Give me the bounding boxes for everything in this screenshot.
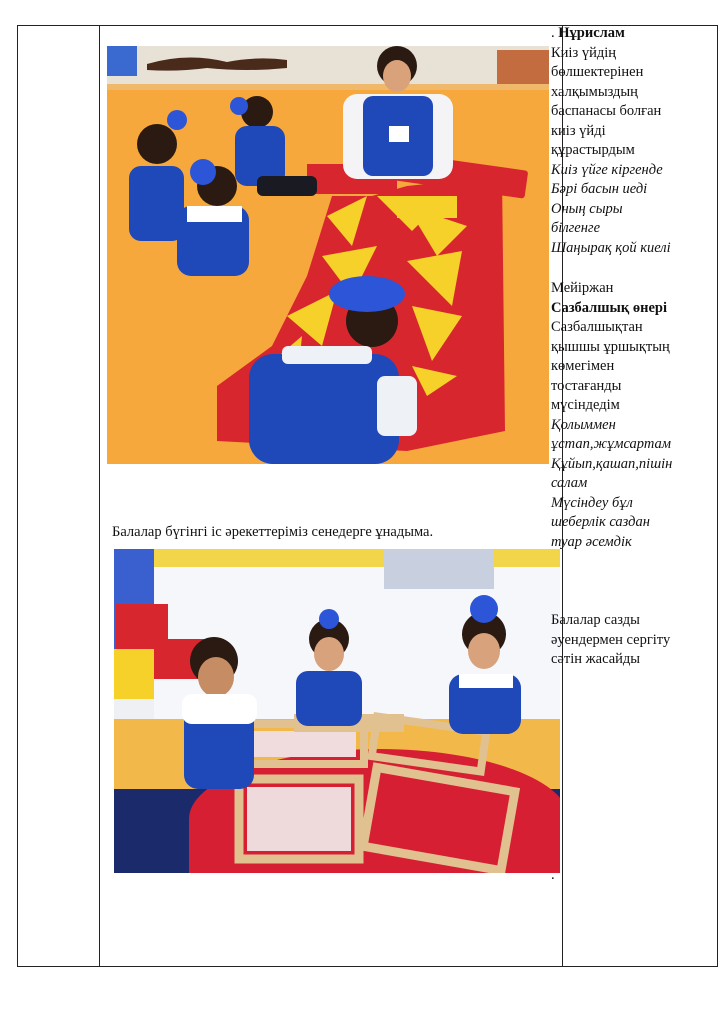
poem-line: Киіз үйге кіргенде	[551, 161, 663, 178]
column-divider-left	[99, 26, 100, 966]
text-line: халқымыздың	[551, 83, 638, 100]
poem-line: Құйып,қашап,пішін	[551, 455, 673, 472]
text-line: киіз үйді	[551, 122, 606, 139]
text-line: сәтін жасайды	[551, 651, 641, 667]
poem-line: ұстап,жұмсартам	[551, 436, 671, 452]
child-name: Нұрислам	[558, 25, 625, 41]
text-line: құрастырдым	[551, 142, 635, 158]
weaving-photo	[114, 549, 560, 873]
poem-line: салам	[551, 475, 588, 491]
text-line: тостағанды	[551, 377, 622, 394]
poem-line: Шаңырақ қой киелі	[551, 239, 671, 256]
poem-line: Мүсіндеу бұл	[551, 494, 633, 511]
text-line: баспанасы болған	[551, 103, 662, 119]
photo-caption: Балалар бүгінгі іс әрекеттеріміз сенедерге ұнадыма.	[112, 524, 434, 540]
text-line: Киіз үйдің	[551, 44, 616, 61]
text-line: мүсіндедім	[551, 397, 620, 413]
text-line: Балалар сазды	[551, 612, 640, 628]
poem-line: шеберлік саздан	[551, 514, 650, 530]
dot-text: .	[551, 867, 555, 883]
nurislam-text-block	[551, 24, 699, 258]
trailing-dot	[551, 866, 699, 886]
text-line: көмегімен	[551, 358, 615, 374]
text-line: бөлшектерінен	[551, 64, 644, 80]
text-line: Сазбалшықтан	[551, 319, 643, 335]
text-line: қышшы ұршықтың	[551, 338, 670, 355]
meiirzhan-text-block	[551, 279, 699, 552]
yurt-assembly-photo	[107, 46, 549, 464]
poem-line: Қолыммен	[551, 416, 616, 433]
poem-line: білгенге	[551, 220, 601, 236]
section-title: Сазбалшық өнері	[551, 299, 667, 316]
poem-line: Оның сыры	[551, 200, 623, 217]
poem-line: туар әсемдік	[551, 533, 632, 550]
text-line: әуендермен сергіту	[551, 631, 671, 648]
poem-line: Бәрі басын иеді	[551, 181, 648, 197]
prefix-dot: .	[551, 25, 559, 41]
music-text-block	[551, 611, 699, 670]
child-name: Мейіржан	[551, 280, 614, 296]
